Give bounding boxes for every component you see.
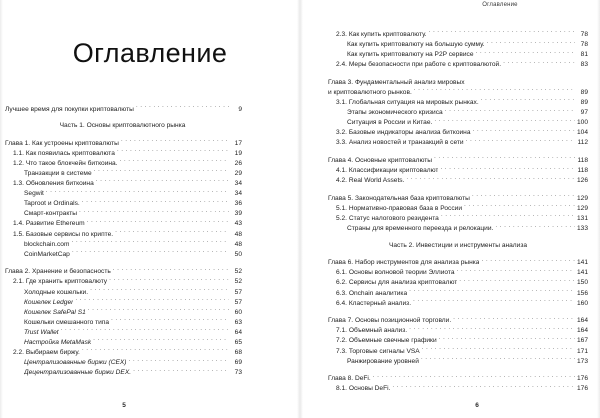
toc-leader-dots [472, 193, 575, 200]
toc-leader-dots [414, 87, 575, 94]
toc-leader-dots [88, 307, 229, 314]
toc-entry[interactable] [24, 198, 242, 208]
running-head: Оглавление [482, 2, 518, 8]
toc-entry-label: 5.1. Нормативно-правовая база в России [336, 204, 463, 212]
toc-leader-dots [115, 229, 229, 236]
toc-list-left [5, 96, 242, 377]
toc-leader-dots [133, 367, 229, 374]
toc-entry-page: 36 [234, 200, 242, 208]
toc-entry[interactable] [336, 59, 588, 69]
toc-entry[interactable] [336, 346, 588, 356]
toc-entry[interactable] [13, 347, 242, 357]
toc-entry-page: 156 [576, 289, 588, 297]
toc-spacer [328, 233, 588, 241]
toc-entry[interactable] [347, 49, 588, 59]
toc-leader-dots [46, 188, 229, 195]
toc-entry-label: Кошелек Ledger [24, 298, 74, 306]
toc-leader-dots [459, 277, 575, 284]
folio-left: 5 [122, 402, 126, 409]
toc-entry-label: Как купить криптовалюту на P2P сервисе [347, 51, 474, 59]
toc-spacer [328, 250, 588, 258]
toc-leader-dots [82, 198, 229, 205]
toc-entry[interactable] [24, 367, 242, 377]
toc-entry-page: 48 [234, 240, 242, 248]
toc-entry-page: 39 [234, 210, 242, 218]
toc-entry-page: 89 [580, 88, 588, 96]
toc-entry-label: 1.5. Базовые сервисы по крипте. [13, 230, 114, 238]
toc-entry-page: 141 [576, 269, 588, 277]
toc-spacer [328, 366, 588, 374]
toc-entry-label: 6.4. Кластерный анализ. [336, 299, 412, 307]
toc-leader-dots [406, 175, 575, 182]
toc-entry-page: 69 [234, 359, 242, 367]
toc-leader-dots [96, 178, 229, 185]
toc-entry-label: 4.2. Real World Assets. [336, 177, 405, 185]
toc-entry[interactable] [24, 287, 242, 297]
toc-spacer [5, 259, 242, 267]
toc-entry-page: 63 [234, 318, 242, 326]
toc-entry-page: 112 [577, 139, 588, 147]
toc-entry-label: Как купить криптовалюту на большую сумму. [347, 41, 485, 49]
toc-leader-dots [82, 347, 229, 354]
toc-entry-page: 126 [576, 177, 588, 185]
toc-entry-page: 176 [576, 375, 588, 383]
toc-entry-label: Кошельки смешанного типа [24, 318, 110, 326]
toc-leader-dots [392, 383, 575, 390]
toc-entry[interactable] [328, 193, 588, 203]
toc-entry[interactable] [328, 87, 588, 97]
toc-entry[interactable] [13, 218, 242, 228]
toc-entry[interactable] [336, 298, 588, 308]
toc-entry-page: 176 [576, 385, 588, 393]
toc-entry[interactable] [328, 155, 588, 165]
toc-entry-page: 29 [234, 169, 242, 177]
toc-entry-label: и криптовалютного рынков. [328, 88, 412, 96]
toc-entry[interactable] [24, 327, 242, 337]
toc-entry-label: 6.2. Сервисы для анализа криптовалют [336, 279, 458, 287]
toc-entry-label: 7.1. Объемный анализ. [336, 327, 408, 335]
toc-leader-dots [71, 239, 229, 246]
toc-entry-label: Глава 5. Законодательная база криптовалюты [328, 194, 470, 202]
toc-entry-page: 118 [577, 167, 588, 175]
toc-entry[interactable] [24, 168, 242, 178]
toc-leader-dots [457, 267, 575, 274]
toc-entry-page: 167 [576, 337, 588, 345]
toc-entry-page: 104 [576, 129, 588, 137]
toc-entry[interactable] [24, 357, 242, 367]
toc-leader-dots [373, 373, 575, 380]
toc-entry[interactable] [336, 29, 588, 39]
toc-leader-dots [75, 297, 229, 304]
toc-leader-dots [476, 49, 575, 56]
toc-leader-dots [434, 155, 575, 162]
toc-entry-label: 2.4. Меры безопасности при работе с криптовалютой. [336, 61, 502, 69]
toc-leader-dots [473, 127, 575, 134]
toc-spacer [328, 308, 588, 316]
toc-entry-label: Глава 2. Хранение и безопасность [5, 268, 111, 276]
toc-entry-label: 8.1. Основы DeFi. [336, 385, 391, 393]
toc-entry[interactable] [336, 335, 588, 345]
toc-entry[interactable] [5, 266, 242, 276]
toc-entry[interactable] [347, 117, 588, 127]
toc-leader-dots [94, 168, 229, 175]
toc-entry-label: Децентрализованные биржи DEX. [24, 369, 132, 377]
toc-entry-label: 6.1. Основы волновой теории Эллиота [336, 269, 455, 277]
toc-entry[interactable] [328, 373, 588, 383]
toc-entry-label: 6.3. Onchain аналитика [336, 289, 408, 297]
toc-leader-dots [120, 158, 229, 165]
toc-spacer [328, 69, 588, 77]
toc-entry[interactable] [5, 104, 242, 114]
toc-entry-label: Глава 3. Фундаментальный анализ мировых [328, 78, 465, 86]
toc-entry-page: 64 [234, 328, 242, 336]
toc-leader-dots [481, 97, 575, 104]
toc-entry-page: 57 [234, 298, 242, 306]
toc-leader-dots [413, 298, 575, 305]
toc-entry-label: Ранжирование уровней [347, 357, 419, 365]
toc-leader-dots [93, 337, 229, 344]
toc-leader-dots [487, 39, 575, 46]
toc-entry-page: 89 [580, 99, 588, 107]
toc-entry-label: CoinMarketCap [24, 250, 70, 258]
toc-entry-page: 19 [234, 149, 242, 157]
toc-entry-label: 3.2. Базовые индикаторы анализа биткоина [336, 129, 471, 137]
toc-entry-page: 52 [234, 278, 242, 286]
toc-entry-page: 100 [576, 119, 588, 127]
toc-entry[interactable] [336, 267, 588, 277]
toc-leader-dots [503, 59, 575, 66]
toc-entry-label: 1.1. Как появилась криптовалюта [13, 149, 115, 157]
toc-leader-dots [90, 287, 229, 294]
toc-entry[interactable] [347, 223, 588, 233]
toc-leader-dots [453, 315, 575, 322]
toc-entry[interactable] [336, 127, 588, 137]
toc-entry[interactable] [328, 77, 588, 87]
toc-entry-page: 34 [234, 180, 242, 188]
toc-entry[interactable] [336, 325, 588, 335]
toc-entry[interactable] [24, 188, 242, 198]
toc-entry[interactable] [336, 137, 588, 147]
toc-entry-page: 50 [234, 250, 242, 258]
toc-entry-page: 57 [234, 288, 242, 296]
toc-leader-dots [113, 266, 229, 273]
toc-entry-label: Глава 8. DeFi. [328, 375, 371, 383]
toc-entry[interactable] [24, 239, 242, 249]
toc-entry-page: 164 [576, 317, 588, 325]
toc-leader-dots [440, 165, 575, 172]
toc-leader-dots [121, 138, 229, 145]
toc-entry-page: 68 [234, 349, 242, 357]
toc-leader-dots [409, 325, 575, 332]
toc-entry[interactable] [347, 107, 588, 117]
toc-entry[interactable] [328, 257, 588, 267]
toc-entry-label: Смарт-контракты [24, 210, 78, 218]
toc-entry[interactable] [13, 178, 242, 188]
toc-entry-label: 3.3. Анализ новостей и транзакций в сети [336, 139, 464, 147]
toc-entry-label: Глава 1. Как устроены криптовалюты [5, 139, 119, 147]
toc-entry-page: 26 [234, 159, 242, 167]
toc-entry-label: Страны для временного переезда и релокации. [347, 225, 494, 233]
toc-leader-dots [495, 223, 575, 230]
toc-entry-label: Глава 4. Основные криптовалюты [328, 157, 433, 165]
toc-entry-label: Segwit [24, 190, 44, 198]
toc-spacer [328, 148, 588, 156]
toc-entry-page: 173 [576, 357, 588, 365]
toc-entry-page: 150 [576, 279, 588, 287]
toc-entry[interactable] [336, 175, 588, 185]
toc-entry-label: Глава 7. Основы позиционной торговли. [328, 317, 452, 325]
toc-entry-page: 160 [576, 299, 588, 307]
toc-entry-page: 17 [234, 139, 242, 147]
toc-entry-label: 2.2. Выбираем биржу. [13, 349, 80, 357]
page-right [300, 0, 600, 418]
toc-leader-dots [87, 218, 229, 225]
toc-entry-page: 118 [577, 157, 588, 165]
toc-leader-dots [409, 288, 575, 295]
toc-entry-label: Кошелек SafePal S1 [24, 308, 86, 316]
folio-right: 6 [475, 402, 479, 409]
toc-entry[interactable] [336, 383, 588, 393]
toc-entry-page: 48 [234, 230, 242, 238]
toc-entry-label: 2.1. Где хранить криптовалюту [13, 278, 108, 286]
toc-entry[interactable] [336, 165, 588, 175]
toc-entry-page: 52 [234, 268, 242, 276]
toc-entry-page: 9 [238, 105, 242, 113]
toc-leader-dots [109, 276, 229, 283]
toc-leader-dots [464, 203, 575, 210]
toc-entry[interactable] [347, 39, 588, 49]
toc-entry[interactable] [24, 307, 242, 317]
toc-leader-dots [434, 117, 575, 124]
page-title: Оглавление [72, 38, 228, 68]
toc-leader-dots [72, 249, 229, 256]
toc-entry-page: 97 [580, 109, 588, 117]
toc-leader-dots [117, 148, 229, 155]
toc-spacer [5, 114, 242, 122]
toc-part-heading: Часть 1. Основы криптовалютного рынка [59, 122, 186, 130]
toc-entry-page: 164 [576, 327, 588, 335]
toc-entry[interactable] [24, 317, 242, 327]
toc-leader-dots [445, 107, 575, 114]
toc-entry-label: blockchain.com [24, 240, 70, 248]
toc-entry-label: Этапы экономического кризиса [347, 109, 443, 117]
toc-spacer [328, 185, 588, 193]
toc-entry-page: 133 [576, 225, 588, 233]
toc-leader-dots [79, 208, 229, 215]
toc-entry-page: 129 [576, 204, 588, 212]
toc-entry[interactable] [336, 277, 588, 287]
toc-entry-page: 78 [580, 41, 588, 49]
toc-leader-dots [111, 317, 229, 324]
toc-entry[interactable] [336, 203, 588, 213]
toc-entry-label: 1.4. Развитие Ethereum [13, 220, 85, 228]
toc-entry[interactable] [336, 288, 588, 298]
toc-entry-page: 73 [234, 369, 242, 377]
toc-list-right [328, 20, 588, 393]
toc-leader-dots [467, 77, 575, 84]
toc-leader-dots [439, 335, 575, 342]
toc-entry[interactable] [24, 208, 242, 218]
toc-entry-label: 4.1. Классификации криптовалют [336, 167, 439, 175]
toc-entry-label: Транзакции в системе [24, 169, 92, 177]
toc-entry-label: 5.2. Статус налогового резидента [336, 215, 439, 222]
toc-entry-page: 83 [580, 61, 588, 69]
toc-entry-page: 60 [234, 308, 242, 316]
toc-entry-page: 78 [580, 31, 588, 38]
toc-entry-label: Ситуация в России и Китае. [347, 119, 433, 127]
toc-leader-dots [136, 104, 229, 111]
toc-leader-dots [61, 327, 229, 334]
toc-entry-page: 81 [580, 51, 588, 59]
toc-entry[interactable] [24, 337, 242, 347]
toc-entry-label: Централизованные биржи (CEX) [24, 359, 127, 367]
toc-entry-page: 129 [576, 194, 588, 202]
toc-entry[interactable] [13, 148, 242, 158]
toc-entry-label: Холодные кошельки. [24, 288, 89, 296]
toc-entry[interactable] [336, 213, 588, 223]
toc-entry-page: 171 [576, 347, 588, 355]
toc-entry[interactable] [347, 356, 588, 366]
toc-entry[interactable] [328, 315, 588, 325]
toc-entry-label: Настройка MetaMask [24, 338, 92, 346]
toc-leader-dots [466, 137, 575, 144]
toc-entry-label: 2.3. Как купить криптовалюту. [336, 31, 427, 38]
toc-leader-dots [481, 257, 575, 264]
toc-entry-label: 1.3. Обновления биткоина [13, 180, 94, 188]
toc-entry-page: 34 [234, 190, 242, 198]
toc-leader-dots [128, 357, 229, 364]
toc-entry-page: 43 [234, 220, 242, 228]
toc-spacer [328, 20, 588, 29]
toc-entry-label: Taproot и Ordinals. [24, 200, 80, 208]
toc-part-heading: Часть 2. Инвестиции и инструменты анализа [388, 241, 528, 249]
toc-entry[interactable] [24, 249, 242, 259]
toc-entry-label: 3.1. Глобальная ситуация на мировых рынках. [336, 99, 479, 107]
toc-entry[interactable] [13, 229, 242, 239]
toc-entry-page: 65 [234, 338, 242, 346]
toc-spacer [5, 96, 242, 104]
toc-entry[interactable] [5, 138, 242, 148]
toc-spacer [5, 130, 242, 138]
toc-entry[interactable] [336, 97, 588, 107]
toc-leader-dots [422, 346, 575, 353]
toc-entry-label: 1.2. Что такое блокчейн биткоина. [13, 159, 118, 167]
toc-leader-dots [429, 29, 575, 36]
toc-entry[interactable] [13, 276, 242, 286]
toc-entry-page: 131 [576, 215, 588, 222]
toc-entry-label: 7.2. Объемные свечные графики [336, 337, 437, 345]
toc-entry-label: Глава 6. Набор инструментов для анализа рынка [328, 259, 480, 267]
toc-entry-label: Trust Wallet [24, 328, 59, 336]
toc-entry-label: Лучшее время для покупки криптовалюты [5, 105, 134, 113]
toc-leader-dots [441, 213, 575, 220]
toc-leader-dots [421, 356, 575, 363]
toc-entry[interactable] [24, 297, 242, 307]
toc-entry-label: 7.3. Торговые сигналы VSA [336, 347, 420, 355]
toc-entry[interactable] [13, 158, 242, 168]
toc-entry-page: 141 [576, 259, 588, 267]
